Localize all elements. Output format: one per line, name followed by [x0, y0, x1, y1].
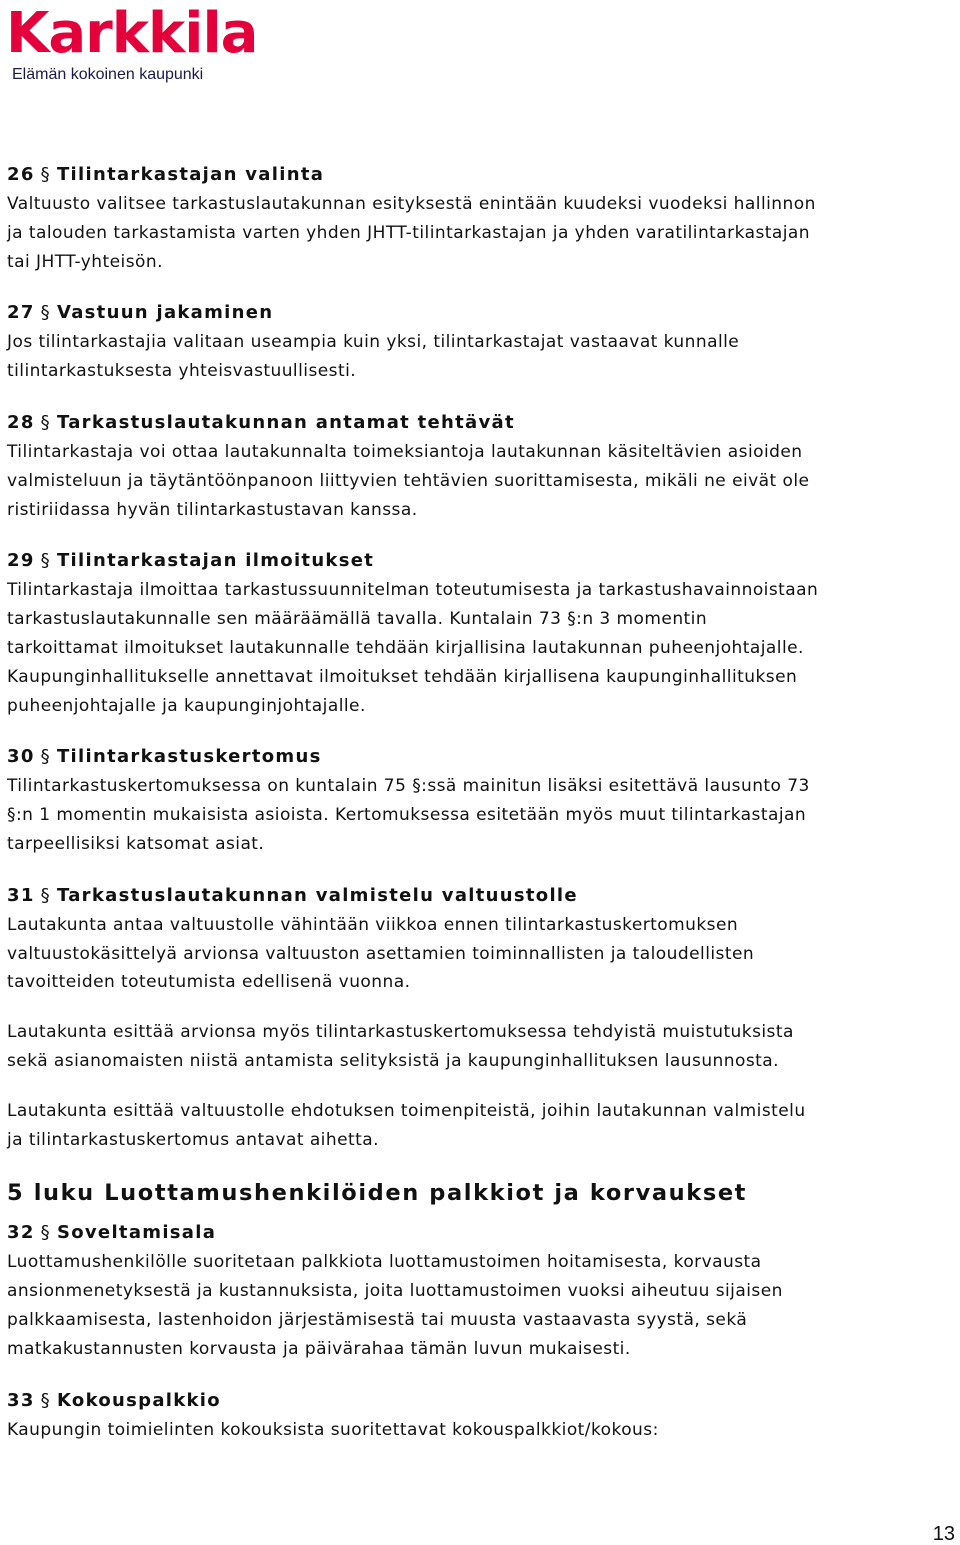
heading-part: 31	[7, 884, 35, 906]
section-32	[7, 1218, 955, 1363]
heading-part: 27	[7, 302, 35, 324]
heading-part: Tarkastuslautakunnan antamat tehtävät	[56, 411, 515, 433]
heading-part: Kokouspalkkio	[56, 1389, 221, 1411]
section-28	[7, 408, 955, 524]
section-29	[7, 546, 955, 720]
paragraph-sign-icon: §	[40, 302, 51, 324]
karkkila-logo	[6, 1, 258, 90]
section-heading	[7, 160, 955, 190]
section-text: Luottamushenkilölle suoritetaan palkkiota luottamustoimen hoitamisesta, korvausta ansionmenetyksestä ja kustannuksista, joita luottamustoimen vuoksi aiheutuu sijaisen palkkaamisesta, lastenhoidon järjestämisestä tai muusta vastaavasta syystä, sekä matkakustannusten korvausta ja päivärahaa tämän luvun mukaisesti.	[7, 1252, 783, 1359]
heading-part: 26	[7, 164, 35, 185]
section-text: Kaupungin toimielinten kokouksista suoritettavat kokouspalkkiot/kokous:	[7, 1419, 659, 1440]
section-heading	[7, 298, 955, 328]
section-text: Valtuusto valitsee tarkastuslautakunnan esityksestä enintään kuudeksi vuodeksi hallinnon ja talouden tarkastamista varten yhden JHTT-tilintarkastajan ja yhden varatilintarkastajan tai JHTT-yhteisön.	[7, 194, 816, 272]
section-heading	[7, 1386, 955, 1416]
heading-part: Tilintarkastuskertomus	[56, 746, 322, 768]
section-heading	[7, 1218, 955, 1248]
paragraph-sign-icon: §	[40, 164, 51, 185]
section-31	[7, 881, 955, 1155]
heading-part: 30	[7, 746, 35, 768]
heading-part: Tarkastuslautakunnan valmistelu valtuustolle	[56, 884, 578, 906]
section-30	[7, 742, 955, 858]
section-heading	[7, 408, 955, 438]
section-27	[7, 298, 955, 386]
section-text: Lautakunta esittää valtuustolle ehdotuksen toimenpiteistä, joihin lautakunnan valmistelu ja tilintarkastuskertomus antavat aihetta.	[7, 1100, 806, 1150]
paragraph-sign-icon: §	[40, 411, 51, 433]
section-text: Tilintarkastuskertomuksessa on kuntalain 75 §:ssä mainitun lisäksi esitettävä lausunto 73 §:n 1 momentin mukaisista asioista. Kertomuksessa esitetään myös muut tilintarkastajan tarpeellisiksi katsomat asiat.	[7, 776, 810, 854]
section-heading	[7, 546, 955, 576]
heading-part: 32	[7, 1222, 35, 1244]
section-text: Lautakunta esittää arvionsa myös tilintarkastuskertomuksessa tehdyistä muistutuksista sekä asianomaisten niistä antamista selityksistä ja kaupunginhallituksen lausunnosta.	[7, 1022, 794, 1071]
section-text: Tilintarkastaja voi ottaa lautakunnalta toimeksiantoja lautakunnan käsiteltävien asioiden valmisteluun ja täytäntöönpanoon liittyvien tehtävien suorittamisesta, mikäli ne eivät ole ristiriidassa hyvän tilintarkastustavan kanssa.	[7, 441, 810, 520]
chapter-heading: 5 luku Luottamushenkilöiden palkkiot ja korvaukset	[7, 1180, 748, 1207]
paragraph-sign-icon: §	[40, 1222, 51, 1244]
logo-tagline: Elämän kokoinen kaupunki	[12, 66, 204, 83]
section-heading	[7, 881, 955, 911]
heading-part: Soveltamisala	[56, 1222, 217, 1244]
heading-part: Vastuun jakaminen	[56, 302, 274, 324]
logo-wordmark: Karkkila	[6, 1, 258, 66]
paragraph-sign-icon: §	[40, 884, 51, 906]
heading-part: 28	[7, 411, 35, 433]
section-text: Tilintarkastaja ilmoittaa tarkastussuunnitelman toteutumisesta ja tarkastushavainnoistaan tarkastuslautakunnalle sen määräämällä tavalla. Kuntalain 73 §:n 3 momentin tarkoittamat ilmoitukset lautakunnalle tehdään kirjallisina lautakunnan puheenjohtajalle. Kaupunginhallitukselle annettavat ilmoitukset tehdään kirjallisena kaupunginhallituksen puheenjohtajalle ja kaupunginjohtajalle.	[7, 580, 819, 716]
section-33	[7, 1386, 955, 1445]
section-text: Jos tilintarkastajia valitaan useampia kuin yksi, tilintarkastajat vastaavat kunnalle tilintarkastuksesta yhteisvastuullisesti.	[7, 332, 740, 382]
page-number: 13	[932, 1523, 955, 1545]
heading-part: 29	[7, 550, 35, 572]
document-body	[7, 160, 955, 1450]
paragraph-sign-icon: §	[40, 550, 51, 572]
paragraph-sign-icon: §	[40, 746, 51, 768]
section-text: Lautakunta antaa valtuustolle vähintään viikkoa ennen tilintarkastuskertomuksen valtuustokäsittelyä arvionsa valtuuston asettamien toiminnallisten ja taloudellisten tavoitteiden toteutumista edellisenä vuonna.	[7, 914, 755, 993]
section-heading	[7, 742, 955, 772]
paragraph-sign-icon: §	[40, 1389, 51, 1411]
heading-part: Tilintarkastajan ilmoitukset	[56, 550, 375, 572]
heading-part: Tilintarkastajan valinta	[56, 164, 325, 185]
section-26	[7, 160, 955, 276]
heading-part: 33	[7, 1389, 35, 1411]
